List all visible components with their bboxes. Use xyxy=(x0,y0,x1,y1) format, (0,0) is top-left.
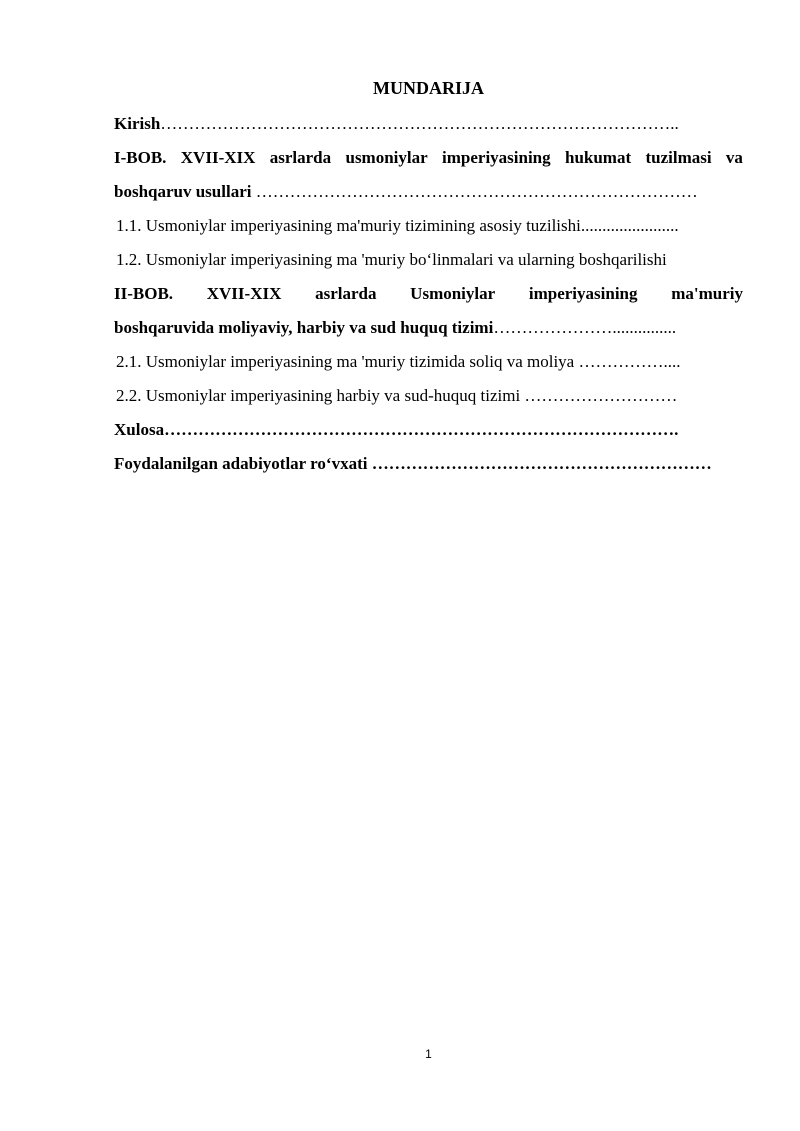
toc-word: usmoniylar xyxy=(345,148,428,167)
toc-word: asrlarda xyxy=(315,284,377,303)
toc-leader-dots: …………………............... xyxy=(493,318,677,337)
toc-entry-chapter-2-line-1[interactable] xyxy=(114,277,743,311)
table-of-contents xyxy=(114,107,743,481)
toc-entry-chapter-1-line-1[interactable] xyxy=(114,141,743,175)
toc-entry-label: 2.1. Usmoniylar imperiyasining ma 'muriy tizimida soliq va moliya xyxy=(116,352,575,371)
toc-entry-section-2-1[interactable] xyxy=(114,345,743,379)
toc-word: va xyxy=(725,148,743,167)
toc-entry-section-1-2[interactable] xyxy=(114,243,743,277)
toc-leader-dots: ……………………………………………………………………………….. xyxy=(160,114,679,133)
toc-word: I-BOB. xyxy=(114,148,167,167)
toc-entry-chapter-2-line-2[interactable] xyxy=(114,311,743,345)
toc-entry-conclusion[interactable] xyxy=(114,413,743,447)
toc-word: imperiyasining xyxy=(442,148,551,167)
toc-word: XVII-XIX xyxy=(206,284,282,303)
toc-word: II-BOB. xyxy=(114,284,174,303)
toc-entry-intro[interactable] xyxy=(114,107,743,141)
toc-leader-dots: ……………………… xyxy=(520,386,678,405)
toc-leader-dots: …………………………………………………… xyxy=(367,454,712,473)
toc-entry-section-1-1[interactable] xyxy=(114,209,743,243)
toc-word: Usmoniylar xyxy=(410,284,496,303)
toc-word: tuzilmasi xyxy=(645,148,712,167)
page-number: 1 xyxy=(425,1047,432,1061)
toc-word: imperiyasining xyxy=(528,284,638,303)
toc-entry-section-2-2[interactable] xyxy=(114,379,743,413)
toc-word: ma'muriy xyxy=(671,284,743,303)
toc-entry-label: boshqaruvida moliyaviy, harbiy va sud huquq tizimi xyxy=(114,318,494,337)
toc-entry-references[interactable] xyxy=(114,447,743,481)
toc-word: hukumat xyxy=(564,148,632,167)
toc-leader-dots: …………….... xyxy=(574,352,681,371)
toc-entry-label: boshqaruv usullari xyxy=(114,182,252,201)
toc-entry-label: 1.1. Usmoniylar imperiyasining ma'muriy tizimining asosiy tuzilishi xyxy=(116,216,581,235)
toc-leader-dots: …………………………………………………………………… xyxy=(251,182,698,201)
toc-entry-label: Foydalanilgan adabiyotlar ro‘vxati xyxy=(114,454,368,473)
toc-entry-chapter-1-line-2[interactable] xyxy=(114,175,743,209)
toc-entry-label: Kirish xyxy=(114,114,161,133)
toc-entry-label: Xulosa xyxy=(114,420,165,439)
toc-entry-label: 1.2. Usmoniylar imperiyasining ma 'muriy bo‘linmalari va ularning boshqarilishi xyxy=(116,250,667,269)
toc-leader-dots: ....................... xyxy=(580,216,679,235)
toc-entry-label: 2.2. Usmoniylar imperiyasining harbiy va sud-huquq tizimi xyxy=(116,386,521,405)
toc-leader-dots: ………………………………………………………………………………. xyxy=(164,420,679,439)
toc-title: MUNDARIJA xyxy=(373,78,484,98)
toc-word: XVII-XIX xyxy=(180,148,256,167)
toc-word: asrlarda xyxy=(269,148,332,167)
